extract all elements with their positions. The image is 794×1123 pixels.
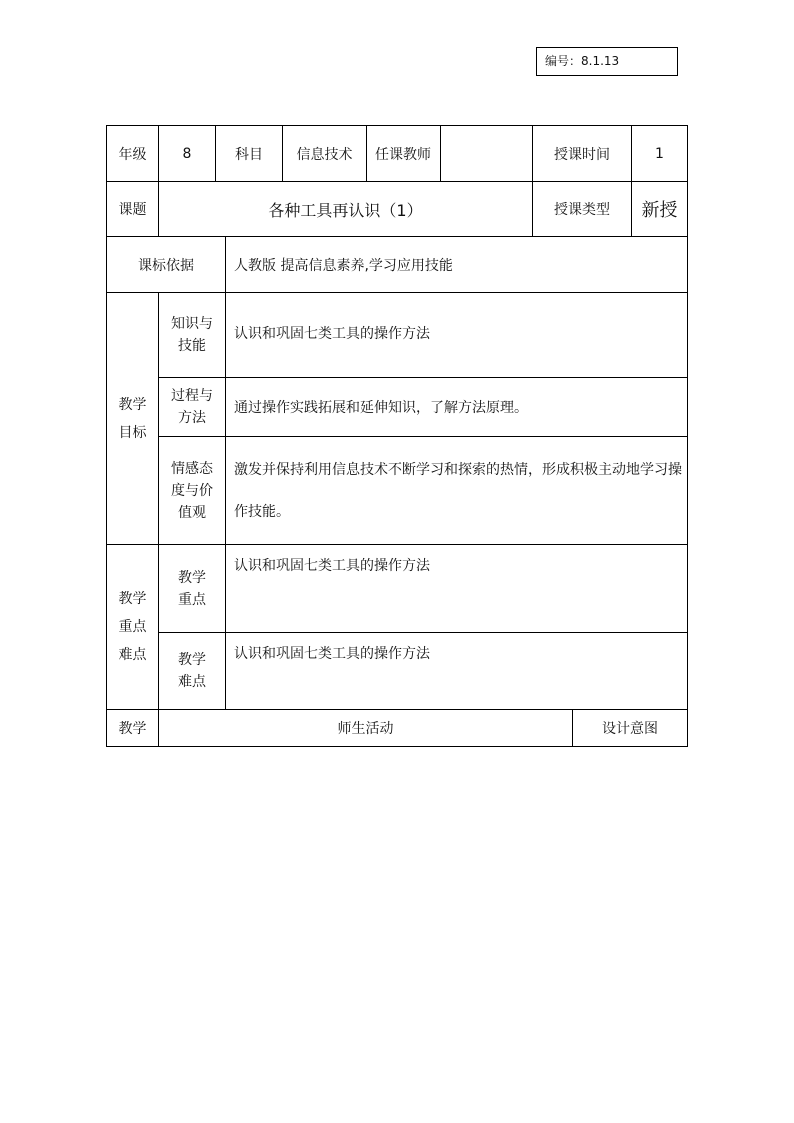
goal-knowledge-row	[107, 293, 688, 378]
process-label	[159, 378, 226, 437]
key-point-row	[107, 545, 688, 633]
goal-emotion-row	[107, 437, 688, 545]
subject-label: 科目	[216, 126, 283, 182]
key-point-label	[159, 545, 226, 633]
difficult-point-row	[107, 633, 688, 710]
lesson-type-value: 新授	[632, 182, 688, 237]
focus-label	[107, 545, 159, 710]
header-row	[107, 126, 688, 182]
process-row-label: 教学	[107, 710, 159, 747]
activities-label: 师生活动	[159, 710, 573, 747]
key-point-label-line1: 教学	[178, 569, 206, 586]
knowledge-label	[159, 293, 226, 378]
focus-label-line2: 重点	[118, 619, 147, 635]
difficult-point-label	[159, 633, 226, 710]
goals-label	[107, 293, 159, 545]
emotion-label-line1: 情感态	[171, 460, 213, 477]
key-point-value: 认识和巩固七类工具的操作方法	[226, 545, 688, 633]
difficult-point-label-line1: 教学	[178, 652, 206, 668]
process-label-line1: 过程与	[171, 388, 213, 404]
goal-process-row	[107, 378, 688, 437]
topic-value: 各种工具再认识（1）	[159, 182, 533, 237]
emotion-label-line3: 值观	[178, 504, 206, 521]
lesson-plan-table	[106, 125, 688, 747]
emotion-label	[159, 437, 226, 545]
subject-value: 信息技术	[283, 126, 367, 182]
lesson-type-label: 授课类型	[533, 182, 632, 237]
document-code-value: 8.1.13	[581, 54, 620, 68]
process-label-line2: 方法	[178, 410, 206, 426]
document-code-label: 编号：	[545, 54, 582, 68]
document-code-box	[536, 47, 678, 76]
emotion-value: 激发并保持利用信息技术不断学习和探索的热情，形成积极主动地学习操作技能。	[226, 437, 688, 545]
key-point-label-line2: 重点	[178, 591, 206, 608]
difficult-point-label-line2: 难点	[178, 674, 206, 690]
knowledge-label-line2: 技能	[178, 338, 206, 354]
basis-label: 课标依据	[107, 237, 226, 293]
basis-row	[107, 237, 688, 293]
difficult-point-value: 认识和巩固七类工具的操作方法	[226, 633, 688, 710]
time-label: 授课时间	[533, 126, 632, 182]
goals-label-line2: 目标	[118, 424, 147, 441]
grade-value: 8	[159, 126, 216, 182]
emotion-label-line2: 度与价	[171, 482, 213, 499]
knowledge-label-line1: 知识与	[171, 316, 213, 332]
intent-label: 设计意图	[573, 710, 688, 747]
teacher-value	[441, 126, 533, 182]
focus-label-line1: 教学	[118, 591, 147, 607]
basis-value: 人教版 提高信息素养,学习应用技能	[226, 237, 688, 293]
process-value: 通过操作实践拓展和延伸知识，了解方法原理。	[226, 378, 688, 437]
grade-label: 年级	[107, 126, 159, 182]
goals-label-line1: 教学	[118, 396, 147, 413]
topic-label: 课题	[107, 182, 159, 237]
focus-label-line3: 难点	[118, 647, 147, 663]
knowledge-value: 认识和巩固七类工具的操作方法	[226, 293, 688, 378]
topic-row	[107, 182, 688, 237]
teacher-label: 任课教师	[367, 126, 441, 182]
time-value: 1	[632, 126, 688, 182]
process-header-row	[107, 710, 688, 747]
